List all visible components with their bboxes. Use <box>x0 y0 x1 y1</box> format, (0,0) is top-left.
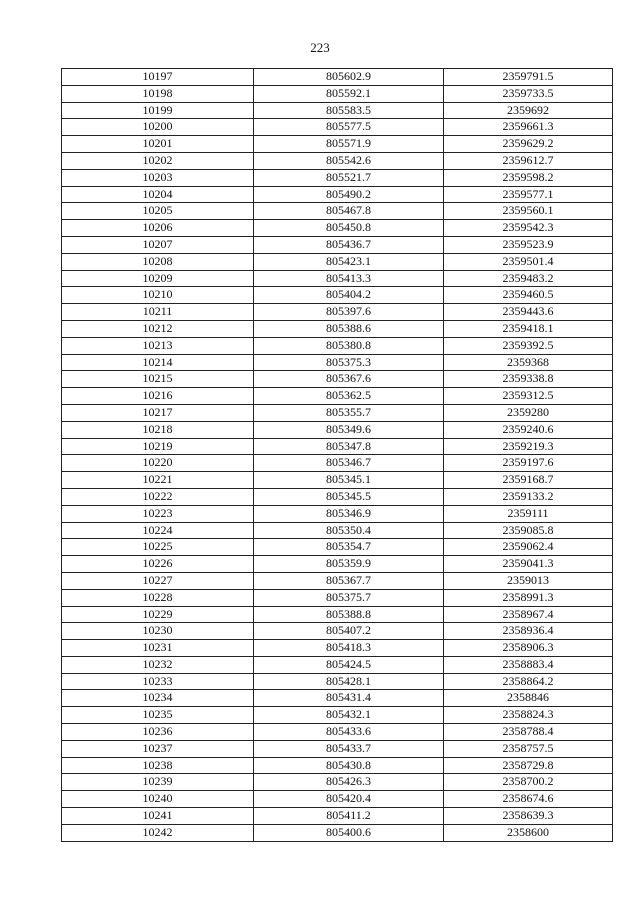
x-coordinate-cell: 805424.5 <box>254 656 444 673</box>
y-coordinate-cell: 2359523.9 <box>444 236 613 253</box>
y-coordinate-cell: 2358757.5 <box>444 740 613 757</box>
table-row <box>62 388 613 405</box>
y-coordinate-cell: 2359312.5 <box>444 388 613 405</box>
y-coordinate-cell: 2359598.2 <box>444 169 613 186</box>
y-coordinate-cell: 2359483.2 <box>444 270 613 287</box>
point-number-cell: 10236 <box>62 724 254 741</box>
x-coordinate-cell: 805490.2 <box>254 186 444 203</box>
x-coordinate-cell: 805375.3 <box>254 354 444 371</box>
point-number-cell: 10218 <box>62 421 254 438</box>
point-number-cell: 10222 <box>62 488 254 505</box>
point-number-cell: 10233 <box>62 673 254 690</box>
x-coordinate-cell: 805521.7 <box>254 169 444 186</box>
table-row <box>62 270 613 287</box>
x-coordinate-cell: 805346.7 <box>254 455 444 472</box>
table-row <box>62 404 613 421</box>
point-number-cell: 10232 <box>62 656 254 673</box>
y-coordinate-cell: 2359013 <box>444 572 613 589</box>
x-coordinate-cell: 805345.1 <box>254 472 444 489</box>
point-number-cell: 10231 <box>62 640 254 657</box>
table-row <box>62 757 613 774</box>
table-row <box>62 421 613 438</box>
point-number-cell: 10211 <box>62 304 254 321</box>
x-coordinate-cell: 805420.4 <box>254 791 444 808</box>
point-number-cell: 10230 <box>62 623 254 640</box>
point-number-cell: 10197 <box>62 69 254 86</box>
point-number-cell: 10203 <box>62 169 254 186</box>
y-coordinate-cell: 2358729.8 <box>444 757 613 774</box>
x-coordinate-cell: 805418.3 <box>254 640 444 657</box>
x-coordinate-cell: 805407.2 <box>254 623 444 640</box>
y-coordinate-cell: 2359661.3 <box>444 119 613 136</box>
x-coordinate-cell: 805388.8 <box>254 606 444 623</box>
point-number-cell: 10237 <box>62 740 254 757</box>
table-row <box>62 169 613 186</box>
x-coordinate-cell: 805411.2 <box>254 808 444 825</box>
point-number-cell: 10210 <box>62 287 254 304</box>
y-coordinate-cell: 2359542.3 <box>444 220 613 237</box>
table-row <box>62 186 613 203</box>
table-row <box>62 69 613 86</box>
y-coordinate-cell: 2358967.4 <box>444 606 613 623</box>
point-number-cell: 10200 <box>62 119 254 136</box>
x-coordinate-cell: 805355.7 <box>254 404 444 421</box>
table-row <box>62 102 613 119</box>
x-coordinate-cell: 805423.1 <box>254 253 444 270</box>
point-number-cell: 10234 <box>62 690 254 707</box>
x-coordinate-cell: 805430.8 <box>254 757 444 774</box>
x-coordinate-cell: 805404.2 <box>254 287 444 304</box>
table-row <box>62 556 613 573</box>
point-number-cell: 10235 <box>62 707 254 724</box>
y-coordinate-cell: 2359692 <box>444 102 613 119</box>
x-coordinate-cell: 805347.8 <box>254 438 444 455</box>
table-row <box>62 791 613 808</box>
table-row <box>62 236 613 253</box>
table-row <box>62 522 613 539</box>
x-coordinate-cell: 805350.4 <box>254 522 444 539</box>
x-coordinate-cell: 805602.9 <box>254 69 444 86</box>
table-row <box>62 203 613 220</box>
x-coordinate-cell: 805380.8 <box>254 337 444 354</box>
x-coordinate-cell: 805367.6 <box>254 371 444 388</box>
y-coordinate-cell: 2358906.3 <box>444 640 613 657</box>
y-coordinate-cell: 2359280 <box>444 404 613 421</box>
table-row <box>62 337 613 354</box>
table-row <box>62 438 613 455</box>
y-coordinate-cell: 2359197.6 <box>444 455 613 472</box>
y-coordinate-cell: 2358824.3 <box>444 707 613 724</box>
y-coordinate-cell: 2358846 <box>444 690 613 707</box>
point-number-cell: 10209 <box>62 270 254 287</box>
x-coordinate-cell: 805359.9 <box>254 556 444 573</box>
y-coordinate-cell: 2359460.5 <box>444 287 613 304</box>
table-row <box>62 740 613 757</box>
point-number-cell: 10238 <box>62 757 254 774</box>
x-coordinate-cell: 805397.6 <box>254 304 444 321</box>
x-coordinate-cell: 805388.6 <box>254 320 444 337</box>
y-coordinate-cell: 2359240.6 <box>444 421 613 438</box>
y-coordinate-cell: 2358991.3 <box>444 589 613 606</box>
table-row <box>62 690 613 707</box>
x-coordinate-cell: 805467.8 <box>254 203 444 220</box>
x-coordinate-cell: 805542.6 <box>254 152 444 169</box>
x-coordinate-cell: 805375.7 <box>254 589 444 606</box>
y-coordinate-cell: 2359085.8 <box>444 522 613 539</box>
table-row <box>62 152 613 169</box>
y-coordinate-cell: 2359612.7 <box>444 152 613 169</box>
y-coordinate-cell: 2359392.5 <box>444 337 613 354</box>
y-coordinate-cell: 2359111 <box>444 505 613 522</box>
table-row <box>62 287 613 304</box>
table-row <box>62 539 613 556</box>
x-coordinate-cell: 805433.7 <box>254 740 444 757</box>
x-coordinate-cell: 805432.1 <box>254 707 444 724</box>
y-coordinate-cell: 2359501.4 <box>444 253 613 270</box>
x-coordinate-cell: 805571.9 <box>254 136 444 153</box>
table-row <box>62 455 613 472</box>
point-number-cell: 10215 <box>62 371 254 388</box>
x-coordinate-cell: 805349.6 <box>254 421 444 438</box>
table-row <box>62 589 613 606</box>
point-number-cell: 10207 <box>62 236 254 253</box>
table-row <box>62 488 613 505</box>
point-number-cell: 10241 <box>62 808 254 825</box>
point-number-cell: 10208 <box>62 253 254 270</box>
point-number-cell: 10225 <box>62 539 254 556</box>
table-row <box>62 119 613 136</box>
y-coordinate-cell: 2358600 <box>444 824 613 841</box>
table-row <box>62 623 613 640</box>
table-row <box>62 253 613 270</box>
point-number-cell: 10219 <box>62 438 254 455</box>
x-coordinate-cell: 805345.5 <box>254 488 444 505</box>
coordinates-table-body <box>62 69 613 842</box>
point-number-cell: 10214 <box>62 354 254 371</box>
point-number-cell: 10213 <box>62 337 254 354</box>
x-coordinate-cell: 805367.7 <box>254 572 444 589</box>
y-coordinate-cell: 2359560.1 <box>444 203 613 220</box>
y-coordinate-cell: 2358883.4 <box>444 656 613 673</box>
table-row <box>62 774 613 791</box>
y-coordinate-cell: 2358700.2 <box>444 774 613 791</box>
point-number-cell: 10242 <box>62 824 254 841</box>
x-coordinate-cell: 805346.9 <box>254 505 444 522</box>
y-coordinate-cell: 2359791.5 <box>444 69 613 86</box>
point-number-cell: 10227 <box>62 572 254 589</box>
x-coordinate-cell: 805362.5 <box>254 388 444 405</box>
y-coordinate-cell: 2359418.1 <box>444 320 613 337</box>
y-coordinate-cell: 2359062.4 <box>444 539 613 556</box>
table-row <box>62 304 613 321</box>
table-row <box>62 707 613 724</box>
x-coordinate-cell: 805436.7 <box>254 236 444 253</box>
y-coordinate-cell: 2359041.3 <box>444 556 613 573</box>
x-coordinate-cell: 805400.6 <box>254 824 444 841</box>
point-number-cell: 10239 <box>62 774 254 791</box>
point-number-cell: 10199 <box>62 102 254 119</box>
table-row <box>62 606 613 623</box>
point-number-cell: 10224 <box>62 522 254 539</box>
coordinates-table <box>61 68 613 842</box>
point-number-cell: 10228 <box>62 589 254 606</box>
y-coordinate-cell: 2359577.1 <box>444 186 613 203</box>
table-row <box>62 371 613 388</box>
point-number-cell: 10206 <box>62 220 254 237</box>
point-number-cell: 10221 <box>62 472 254 489</box>
table-row <box>62 136 613 153</box>
point-number-cell: 10240 <box>62 791 254 808</box>
y-coordinate-cell: 2359629.2 <box>444 136 613 153</box>
point-number-cell: 10217 <box>62 404 254 421</box>
point-number-cell: 10201 <box>62 136 254 153</box>
table-row <box>62 572 613 589</box>
y-coordinate-cell: 2359133.2 <box>444 488 613 505</box>
page-number: 223 <box>310 40 330 55</box>
table-row <box>62 472 613 489</box>
y-coordinate-cell: 2358864.2 <box>444 673 613 690</box>
x-coordinate-cell: 805413.3 <box>254 270 444 287</box>
table-row <box>62 220 613 237</box>
table-row <box>62 808 613 825</box>
table-row <box>62 656 613 673</box>
x-coordinate-cell: 805433.6 <box>254 724 444 741</box>
y-coordinate-cell: 2359443.6 <box>444 304 613 321</box>
table-row <box>62 505 613 522</box>
point-number-cell: 10226 <box>62 556 254 573</box>
table-row <box>62 824 613 841</box>
point-number-cell: 10204 <box>62 186 254 203</box>
table-row <box>62 640 613 657</box>
table-row <box>62 354 613 371</box>
table-row <box>62 85 613 102</box>
x-coordinate-cell: 805426.3 <box>254 774 444 791</box>
x-coordinate-cell: 805583.5 <box>254 102 444 119</box>
y-coordinate-cell: 2359338.8 <box>444 371 613 388</box>
x-coordinate-cell: 805450.8 <box>254 220 444 237</box>
x-coordinate-cell: 805354.7 <box>254 539 444 556</box>
y-coordinate-cell: 2358639.3 <box>444 808 613 825</box>
y-coordinate-cell: 2359168.7 <box>444 472 613 489</box>
x-coordinate-cell: 805428.1 <box>254 673 444 690</box>
y-coordinate-cell: 2359733.5 <box>444 85 613 102</box>
point-number-cell: 10216 <box>62 388 254 405</box>
y-coordinate-cell: 2358936.4 <box>444 623 613 640</box>
y-coordinate-cell: 2359219.3 <box>444 438 613 455</box>
point-number-cell: 10212 <box>62 320 254 337</box>
point-number-cell: 10198 <box>62 85 254 102</box>
y-coordinate-cell: 2359368 <box>444 354 613 371</box>
point-number-cell: 10205 <box>62 203 254 220</box>
point-number-cell: 10223 <box>62 505 254 522</box>
point-number-cell: 10220 <box>62 455 254 472</box>
table-row <box>62 320 613 337</box>
point-number-cell: 10229 <box>62 606 254 623</box>
x-coordinate-cell: 805431.4 <box>254 690 444 707</box>
y-coordinate-cell: 2358788.4 <box>444 724 613 741</box>
point-number-cell: 10202 <box>62 152 254 169</box>
x-coordinate-cell: 805577.5 <box>254 119 444 136</box>
table-row <box>62 724 613 741</box>
y-coordinate-cell: 2358674.6 <box>444 791 613 808</box>
x-coordinate-cell: 805592.1 <box>254 85 444 102</box>
table-row <box>62 673 613 690</box>
